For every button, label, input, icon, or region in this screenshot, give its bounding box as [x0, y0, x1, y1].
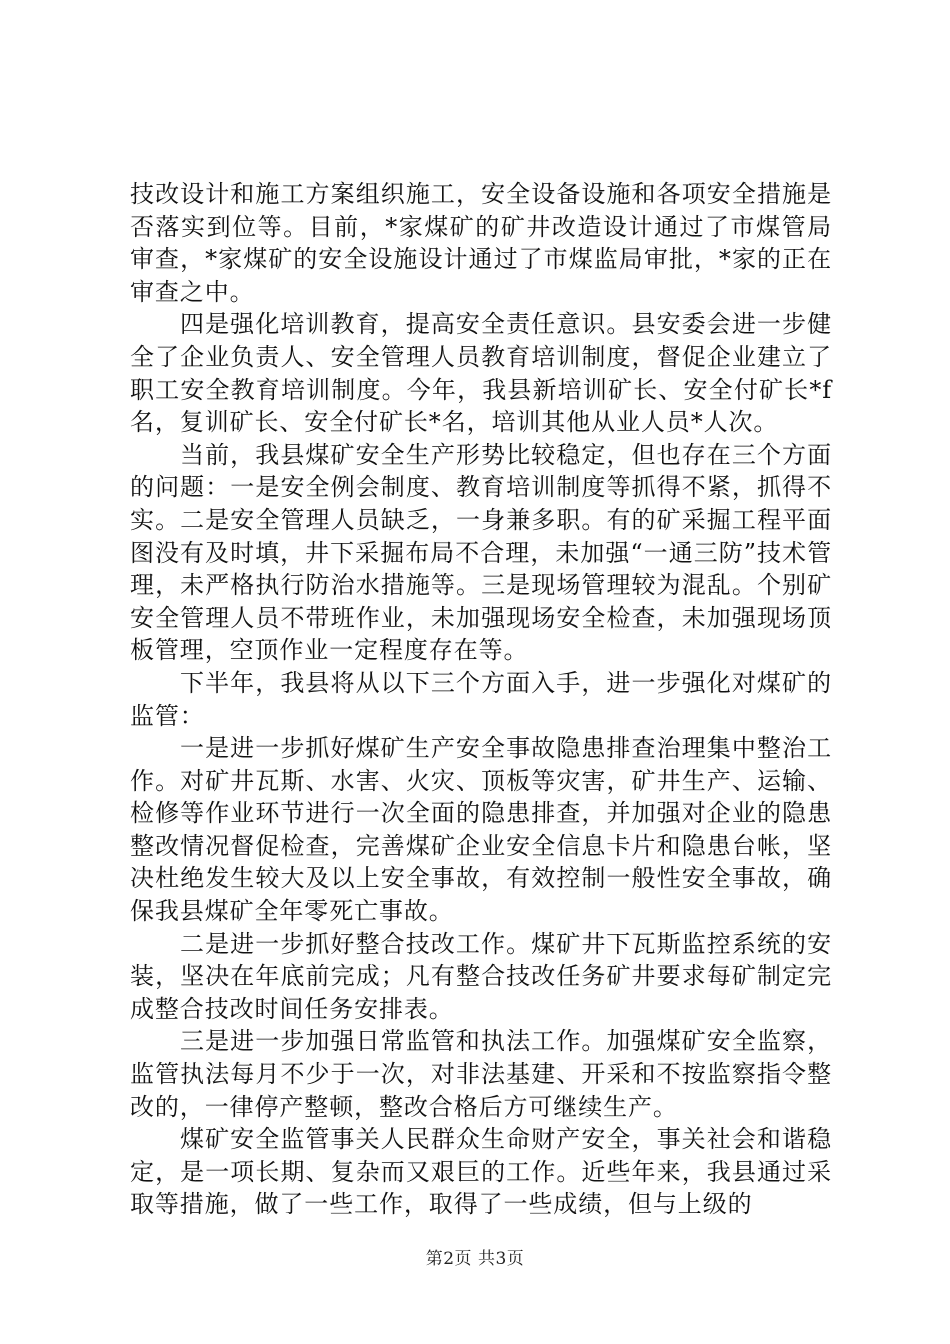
paragraph-3: 当前，我县煤矿安全生产形势比较稳定，但也存在三个方面的问题：一是安全例会制度、教育培训制度等抓得不紧，抓得不实。二是安全管理人员缺乏，一身兼多职。有的矿采掘工程平面图没有及时填，井下采掘布局不合理，未加强“一通三防”技术管理，未严格执行防治水措施等。三是现场管理较为混乱。个别矿安全管理人员不带班作业，未加强现场安全检查，未加强现场顶板管理，空顶作业一定程度存在等。: [130, 440, 832, 665]
paragraph-7: 三是进一步加强日常监管和执法工作。加强煤矿安全监察，监管执法每月不少于一次，对非法基建、开采和不按监察指令整改的，一律停产整顿，整改合格后方可继续生产。: [130, 1027, 832, 1121]
document-body: [130, 178, 832, 1221]
page-footer: 第2页 共3页: [425, 1249, 525, 1269]
paragraph-2: 四是强化培训教育，提高安全责任意识。县安委会进一步健全了企业负责人、安全管理人员教育培训制度，督促企业建立了职工安全教育培训制度。今年，我县新培训矿长、安全付矿长*f名，复训矿长、安全付矿长*名，培训其他从业人员*人次。: [130, 310, 832, 437]
paragraph-6: 二是进一步抓好整合技改工作。煤矿井下瓦斯监控系统的安装，坚决在年底前完成；凡有整合技改任务矿井要求每矿制定完成整合技改时间任务安排表。: [130, 929, 832, 1023]
paragraph-4: 下半年，我县将从以下三个方面入手，进一步强化对煤矿的监管：: [130, 668, 832, 730]
paragraph-8: 煤矿安全监管事关人民群众生命财产安全，事关社会和谐稳定，是一项长期、复杂而又艰巨的工作。近些年来，我县通过采取等措施，做了一些工作，取得了一些成绩，但与上级的: [130, 1125, 832, 1219]
paragraph-5: 一是进一步抓好煤矿生产安全事故隐患排查治理集中整治工作。对矿井瓦斯、水害、火灾、顶板等灾害，矿井生产、运输、检修等作业环节进行一次全面的隐患排查，并加强对企业的隐患整改情况督促检查，完善煤矿企业安全信息卡片和隐患台帐，坚决杜绝发生较大及以上安全事故，有效控制一般性安全事故，确保我县煤矿全年零死亡事故。: [130, 734, 832, 926]
paragraph-1: 技改设计和施工方案组织施工，安全设备设施和各项安全措施是否落实到位等。目前，*家煤矿的矿井改造设计通过了市煤管局审查，*家煤矿的安全设施设计通过了市煤监局审批，*家的正在审查之中。: [130, 180, 832, 306]
